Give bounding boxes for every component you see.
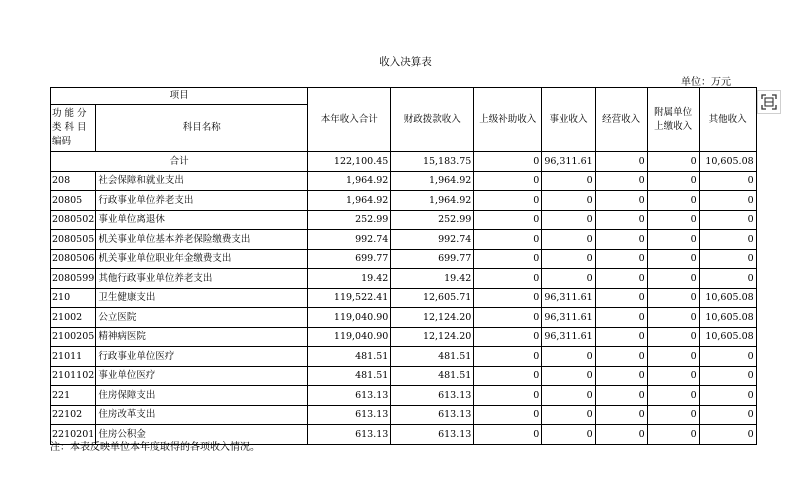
row-value-cell: 0 xyxy=(647,269,699,289)
row-value-cell: 19.42 xyxy=(391,269,474,289)
row-code: 21011 xyxy=(51,347,96,367)
table-row xyxy=(51,327,757,347)
row-value-cell: 0 xyxy=(647,347,699,367)
row-value-cell: 0 xyxy=(542,425,595,445)
row-value-cell: 0 xyxy=(595,405,647,425)
row-value-cell: 992.74 xyxy=(391,230,474,250)
row-code: 221 xyxy=(51,386,96,406)
total-cell: 0 xyxy=(595,152,647,172)
row-value-cell: 1,964.92 xyxy=(391,171,474,191)
row-value-cell: 0 xyxy=(474,366,542,386)
row-value-cell: 96,311.61 xyxy=(542,327,595,347)
header-xiangmu: 项目 xyxy=(51,88,308,105)
row-name: 其他行政事业单位养老支出 xyxy=(96,269,308,289)
row-value-cell: 0 xyxy=(542,366,595,386)
row-value-cell: 0 xyxy=(474,386,542,406)
row-value-cell: 0 xyxy=(474,249,542,269)
row-value-cell: 0 xyxy=(595,210,647,230)
header-code-line1: 功 能 分 xyxy=(52,107,87,119)
row-value-cell: 19.42 xyxy=(308,269,391,289)
row-value-cell: 0 xyxy=(647,249,699,269)
row-value-cell: 96,311.61 xyxy=(542,308,595,328)
row-value-cell: 119,040.90 xyxy=(308,327,391,347)
row-value-cell: 481.51 xyxy=(308,347,391,367)
row-value-cell: 0 xyxy=(595,327,647,347)
row-value-cell: 613.13 xyxy=(391,425,474,445)
header-total: 本年收入合计 xyxy=(308,88,391,152)
total-cell: 96,311.61 xyxy=(542,152,595,172)
row-value-cell: 992.74 xyxy=(308,230,391,250)
header-name: 科目名称 xyxy=(96,105,308,152)
row-value-cell: 0 xyxy=(699,347,756,367)
table-note: 注：本表反映单位本年度取得的各项收入情况。 xyxy=(50,442,260,453)
row-value-cell: 12,124.20 xyxy=(391,327,474,347)
table-row xyxy=(51,405,757,425)
row-value-cell: 0 xyxy=(595,269,647,289)
row-value-cell: 481.51 xyxy=(308,366,391,386)
row-value-cell: 0 xyxy=(474,308,542,328)
row-value-cell: 0 xyxy=(699,405,756,425)
row-value-cell: 252.99 xyxy=(308,210,391,230)
total-label: 合计 xyxy=(51,152,308,172)
row-name: 住房保障支出 xyxy=(96,386,308,406)
row-value-cell: 0 xyxy=(647,308,699,328)
total-cell: 0 xyxy=(647,152,699,172)
row-code: 2080506 xyxy=(51,249,96,269)
header-fiscal: 财政拨款收入 xyxy=(391,88,474,152)
row-value-cell: 613.13 xyxy=(391,386,474,406)
scan-icon xyxy=(761,94,777,110)
row-value-cell: 0 xyxy=(699,269,756,289)
row-value-cell: 0 xyxy=(647,171,699,191)
row-value-cell: 613.13 xyxy=(308,386,391,406)
row-name: 事业单位医疗 xyxy=(96,366,308,386)
header-code xyxy=(51,105,96,152)
row-value-cell: 0 xyxy=(595,347,647,367)
table-row xyxy=(51,210,757,230)
row-value-cell: 0 xyxy=(474,171,542,191)
row-value-cell: 0 xyxy=(542,386,595,406)
table-row xyxy=(51,288,757,308)
row-value-cell: 0 xyxy=(474,269,542,289)
row-value-cell: 0 xyxy=(647,405,699,425)
row-value-cell: 0 xyxy=(647,210,699,230)
row-value-cell: 613.13 xyxy=(308,425,391,445)
row-value-cell: 0 xyxy=(647,288,699,308)
row-value-cell: 0 xyxy=(595,386,647,406)
row-value-cell: 481.51 xyxy=(391,347,474,367)
row-code: 2080599 xyxy=(51,269,96,289)
scan-button[interactable] xyxy=(757,90,781,114)
table-row xyxy=(51,269,757,289)
row-name: 社会保障和就业支出 xyxy=(96,171,308,191)
row-value-cell: 0 xyxy=(699,230,756,250)
row-value-cell: 0 xyxy=(542,269,595,289)
row-name: 住房改革支出 xyxy=(96,405,308,425)
row-name: 机关事业单位基本养老保险缴费支出 xyxy=(96,230,308,250)
row-value-cell: 0 xyxy=(542,230,595,250)
table-row xyxy=(51,347,757,367)
row-value-cell: 0 xyxy=(474,230,542,250)
row-value-cell: 0 xyxy=(699,366,756,386)
row-value-cell: 0 xyxy=(699,171,756,191)
header-upper: 上级补助收入 xyxy=(474,88,542,152)
row-value-cell: 0 xyxy=(595,249,647,269)
unit-label: 单位：万元 xyxy=(681,77,731,88)
row-value-cell: 0 xyxy=(474,191,542,211)
row-name: 行政事业单位医疗 xyxy=(96,347,308,367)
row-value-cell: 0 xyxy=(542,210,595,230)
row-name: 公立医院 xyxy=(96,308,308,328)
table-row xyxy=(51,230,757,250)
table-row xyxy=(51,249,757,269)
row-code: 208 xyxy=(51,171,96,191)
row-value-cell: 12,605.71 xyxy=(391,288,474,308)
row-value-cell: 252.99 xyxy=(391,210,474,230)
row-code: 2100205 xyxy=(51,327,96,347)
row-code: 2080502 xyxy=(51,210,96,230)
row-code: 210 xyxy=(51,288,96,308)
row-value-cell: 0 xyxy=(474,288,542,308)
row-value-cell: 0 xyxy=(542,405,595,425)
total-cell: 10,605.08 xyxy=(699,152,756,172)
row-value-cell: 0 xyxy=(595,288,647,308)
row-value-cell: 0 xyxy=(595,308,647,328)
row-code: 2210201 xyxy=(51,425,96,445)
header-operating: 经营收入 xyxy=(595,88,647,152)
row-code: 22102 xyxy=(51,405,96,425)
row-name: 行政事业单位养老支出 xyxy=(96,191,308,211)
table-row xyxy=(51,191,757,211)
row-value-cell: 10,605.08 xyxy=(699,288,756,308)
row-value-cell: 1,964.92 xyxy=(308,191,391,211)
header-business: 事业收入 xyxy=(542,88,595,152)
row-value-cell: 119,522.41 xyxy=(308,288,391,308)
row-value-cell: 119,040.90 xyxy=(308,308,391,328)
table-row xyxy=(51,386,757,406)
row-code: 21002 xyxy=(51,308,96,328)
row-value-cell: 0 xyxy=(595,230,647,250)
row-value-cell: 0 xyxy=(699,425,756,445)
table-row xyxy=(51,308,757,328)
row-name: 精神病医院 xyxy=(96,327,308,347)
row-value-cell: 0 xyxy=(474,210,542,230)
row-value-cell: 0 xyxy=(647,366,699,386)
row-value-cell: 1,964.92 xyxy=(308,171,391,191)
total-cell: 0 xyxy=(474,152,542,172)
row-name: 住房公积金 xyxy=(96,425,308,445)
row-value-cell: 613.13 xyxy=(391,405,474,425)
row-value-cell: 0 xyxy=(699,191,756,211)
row-value-cell: 0 xyxy=(474,327,542,347)
page-title: 收入决算表 xyxy=(379,56,432,68)
row-value-cell: 0 xyxy=(542,249,595,269)
row-code: 2080505 xyxy=(51,230,96,250)
row-value-cell: 0 xyxy=(542,191,595,211)
row-value-cell: 0 xyxy=(647,191,699,211)
row-value-cell: 699.77 xyxy=(308,249,391,269)
row-value-cell: 10,605.08 xyxy=(699,308,756,328)
header-other: 其他收入 xyxy=(699,88,756,152)
row-value-cell: 12,124.20 xyxy=(391,308,474,328)
row-value-cell: 0 xyxy=(595,171,647,191)
total-cell: 122,100.45 xyxy=(308,152,391,172)
total-cell: 15,183.75 xyxy=(391,152,474,172)
row-value-cell: 0 xyxy=(474,405,542,425)
row-value-cell: 613.13 xyxy=(308,405,391,425)
row-value-cell: 0 xyxy=(595,191,647,211)
row-value-cell: 0 xyxy=(595,425,647,445)
row-value-cell: 0 xyxy=(699,386,756,406)
row-code: 2101102 xyxy=(51,366,96,386)
header-affiliated xyxy=(647,88,699,152)
row-value-cell: 0 xyxy=(474,347,542,367)
table-row xyxy=(51,171,757,191)
row-value-cell: 0 xyxy=(474,425,542,445)
income-table xyxy=(50,87,757,445)
row-value-cell: 96,311.61 xyxy=(542,288,595,308)
row-value-cell: 0 xyxy=(595,366,647,386)
row-value-cell: 10,605.08 xyxy=(699,327,756,347)
table-row xyxy=(51,366,757,386)
row-name: 事业单位离退休 xyxy=(96,210,308,230)
row-code: 20805 xyxy=(51,191,96,211)
row-value-cell: 0 xyxy=(647,327,699,347)
row-value-cell: 481.51 xyxy=(391,366,474,386)
row-value-cell: 0 xyxy=(542,347,595,367)
header-affiliated-line1: 附属单位 xyxy=(654,106,693,118)
header-code-line2: 类 科 目 xyxy=(52,121,87,133)
row-value-cell: 0 xyxy=(542,171,595,191)
row-value-cell: 0 xyxy=(699,210,756,230)
row-value-cell: 0 xyxy=(647,386,699,406)
row-value-cell: 1,964.92 xyxy=(391,191,474,211)
row-name: 卫生健康支出 xyxy=(96,288,308,308)
row-value-cell: 0 xyxy=(647,230,699,250)
total-row xyxy=(51,152,757,172)
row-name: 机关事业单位职业年金缴费支出 xyxy=(96,249,308,269)
row-value-cell: 699.77 xyxy=(391,249,474,269)
row-value-cell: 0 xyxy=(699,249,756,269)
header-code-line3: 编码 xyxy=(52,136,72,148)
header-affiliated-line2: 上缴收入 xyxy=(654,120,693,132)
row-value-cell: 0 xyxy=(647,425,699,445)
